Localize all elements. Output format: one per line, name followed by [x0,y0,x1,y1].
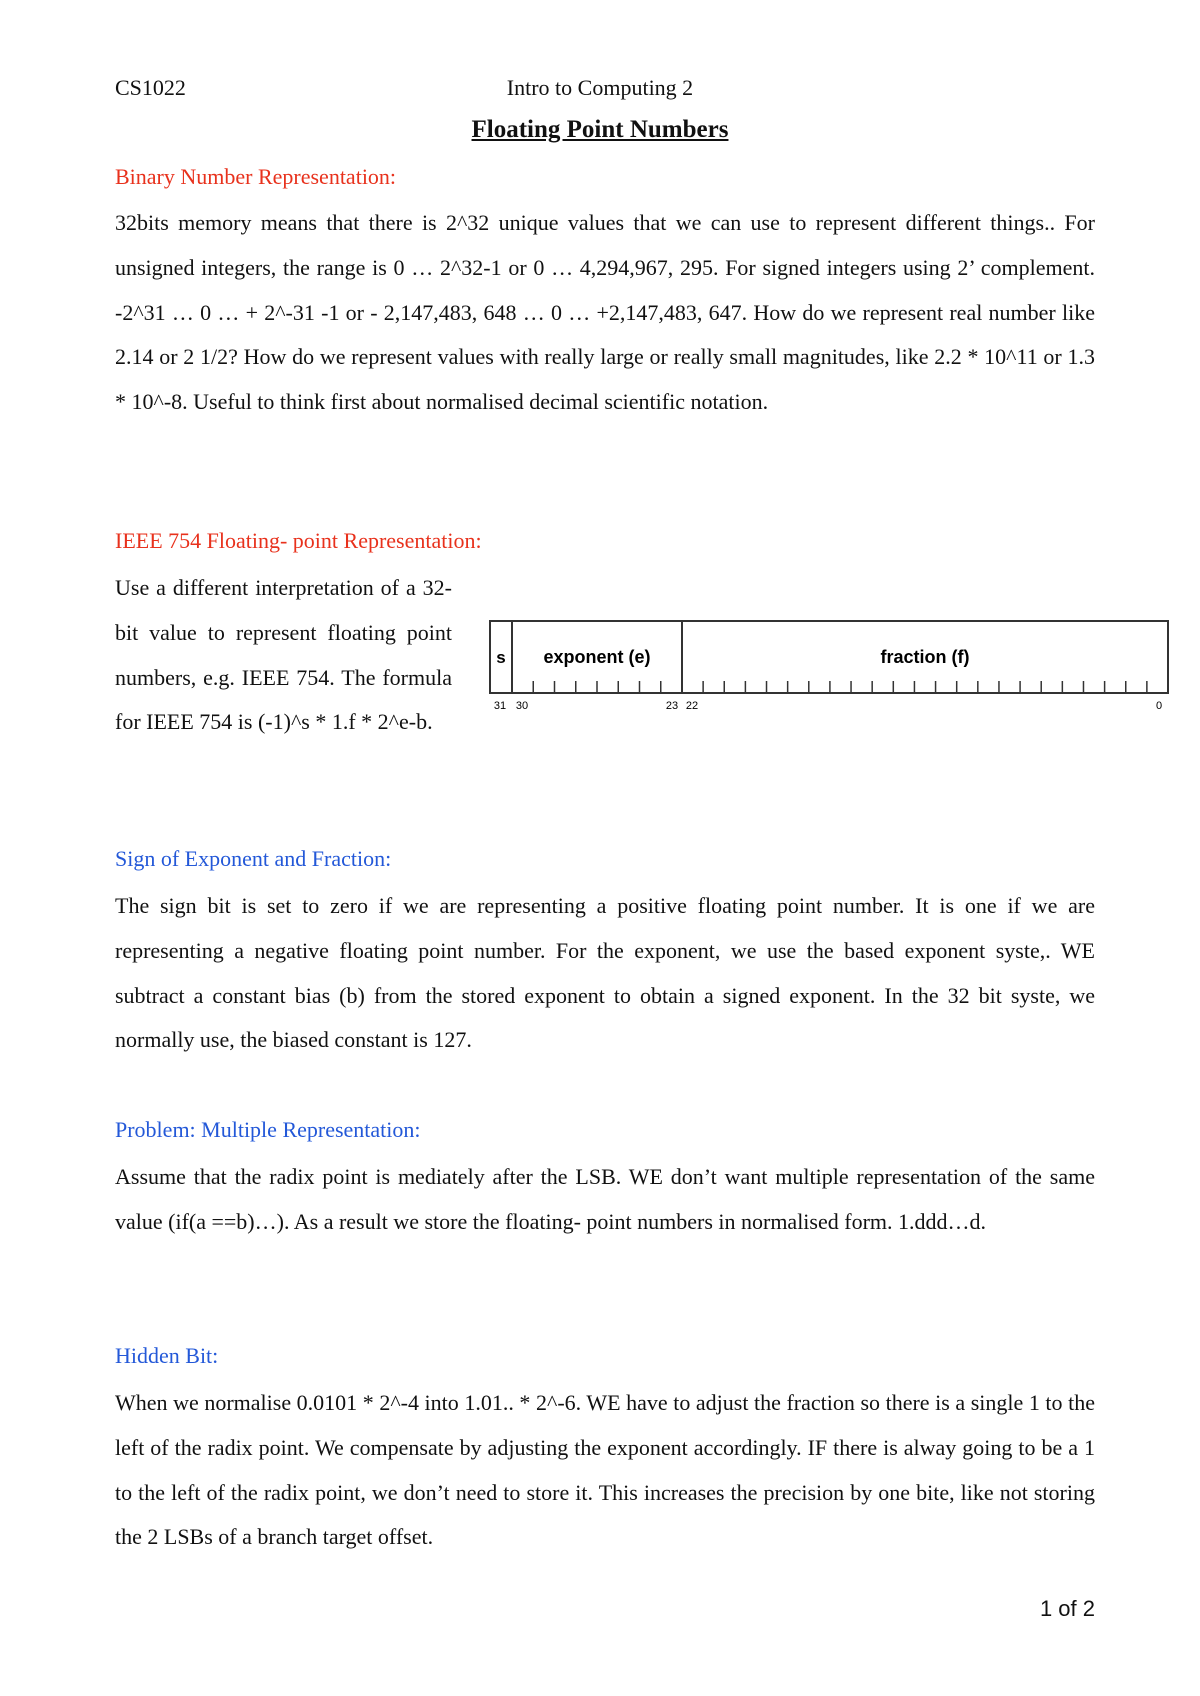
section-heading-sign: Sign of Exponent and Fraction: [115,846,392,871]
bit-ticks [533,681,1147,693]
section-body-sign: The sign bit is set to zero if we are representing a positive floating point number. It is one if we are representing a negative floating point number. For the exponent, we use the based exponent syste,. WE subtract a constant bias (b) from the stored exponent to obtain a signed exponent. In the 32 bit syste, we normally use, the biased constant is 127. [115,893,1095,1053]
header-subject: Intro to Computing 2 [506,75,694,100]
section-body-binary: 32bits memory means that there is 2^32 unique values that we can use to represent different things.. For unsigned integers, the range is 0 … 2^32-1 or 0 … 4,294,967, 295. For signed integers using 2’ complement. -2^31 … 0 … + 2^-31 -1 or - 2,147,483, 648 … 0 … +2,147,483, 647. How do we represent real number like 2.14 or 2 1/2? How do we represent values with really large or really small magnitudes, like 2.2 * 10^11 or 1.3 * 10^-8. Useful to think first about normalised decimal scientific notation. [115,210,1095,415]
section-body-multiple-representation: Assume that the radix point is mediately after the LSB. WE don’t want multiple representation of the same value (if(a ==b)…). As a result we store the floating- point numbers in normalised form. 1.ddd…d. [115,1164,1095,1234]
section-body-hidden-bit: When we normalise 0.0101 * 2^-4 into 1.01.. * 2^-6. WE have to adjust the fraction so there is a single 1 to the left of the radix point. We compensate by adjusting the exponent accordingly. IF there is alway going to be a 1 to the left of the radix point, we don’t need to store it. This increases the precision by one bite, like not storing the 2 LSBs of a branch target offset. [115,1390,1095,1550]
bit-label-31: 31 [493,700,507,712]
sign-field-label: s [496,648,506,667]
section-heading-binary: Binary Number Representation: [115,164,397,189]
ieee754-bit-layout-diagram [488,618,1172,714]
bit-label-0: 0 [1155,700,1163,712]
section-heading-multiple-representation: Problem: Multiple Representation: [115,1117,421,1142]
page-number: 1 of 2 [1039,1596,1095,1621]
section-heading-hidden-bit: Hidden Bit: [115,1343,219,1368]
fraction-field-label: fraction (f) [880,647,970,667]
header-course: CS1022 [115,75,186,100]
exponent-field-label: exponent (e) [543,647,651,667]
section-body-ieee754: Use a different interpretation of a 32-bit value to represent floating point numbers, e.g. IEEE 754. The formula for IEEE 754 is (-1)^s * 1.f * 2^e-b. [115,575,452,735]
bit-label-22: 22 [685,700,699,712]
bit-label-23: 23 [665,700,679,712]
page-title: Floating Point Numbers [471,116,729,143]
section-heading-ieee754: IEEE 754 Floating- point Representation: [115,528,482,553]
bit-label-30: 30 [515,700,529,712]
